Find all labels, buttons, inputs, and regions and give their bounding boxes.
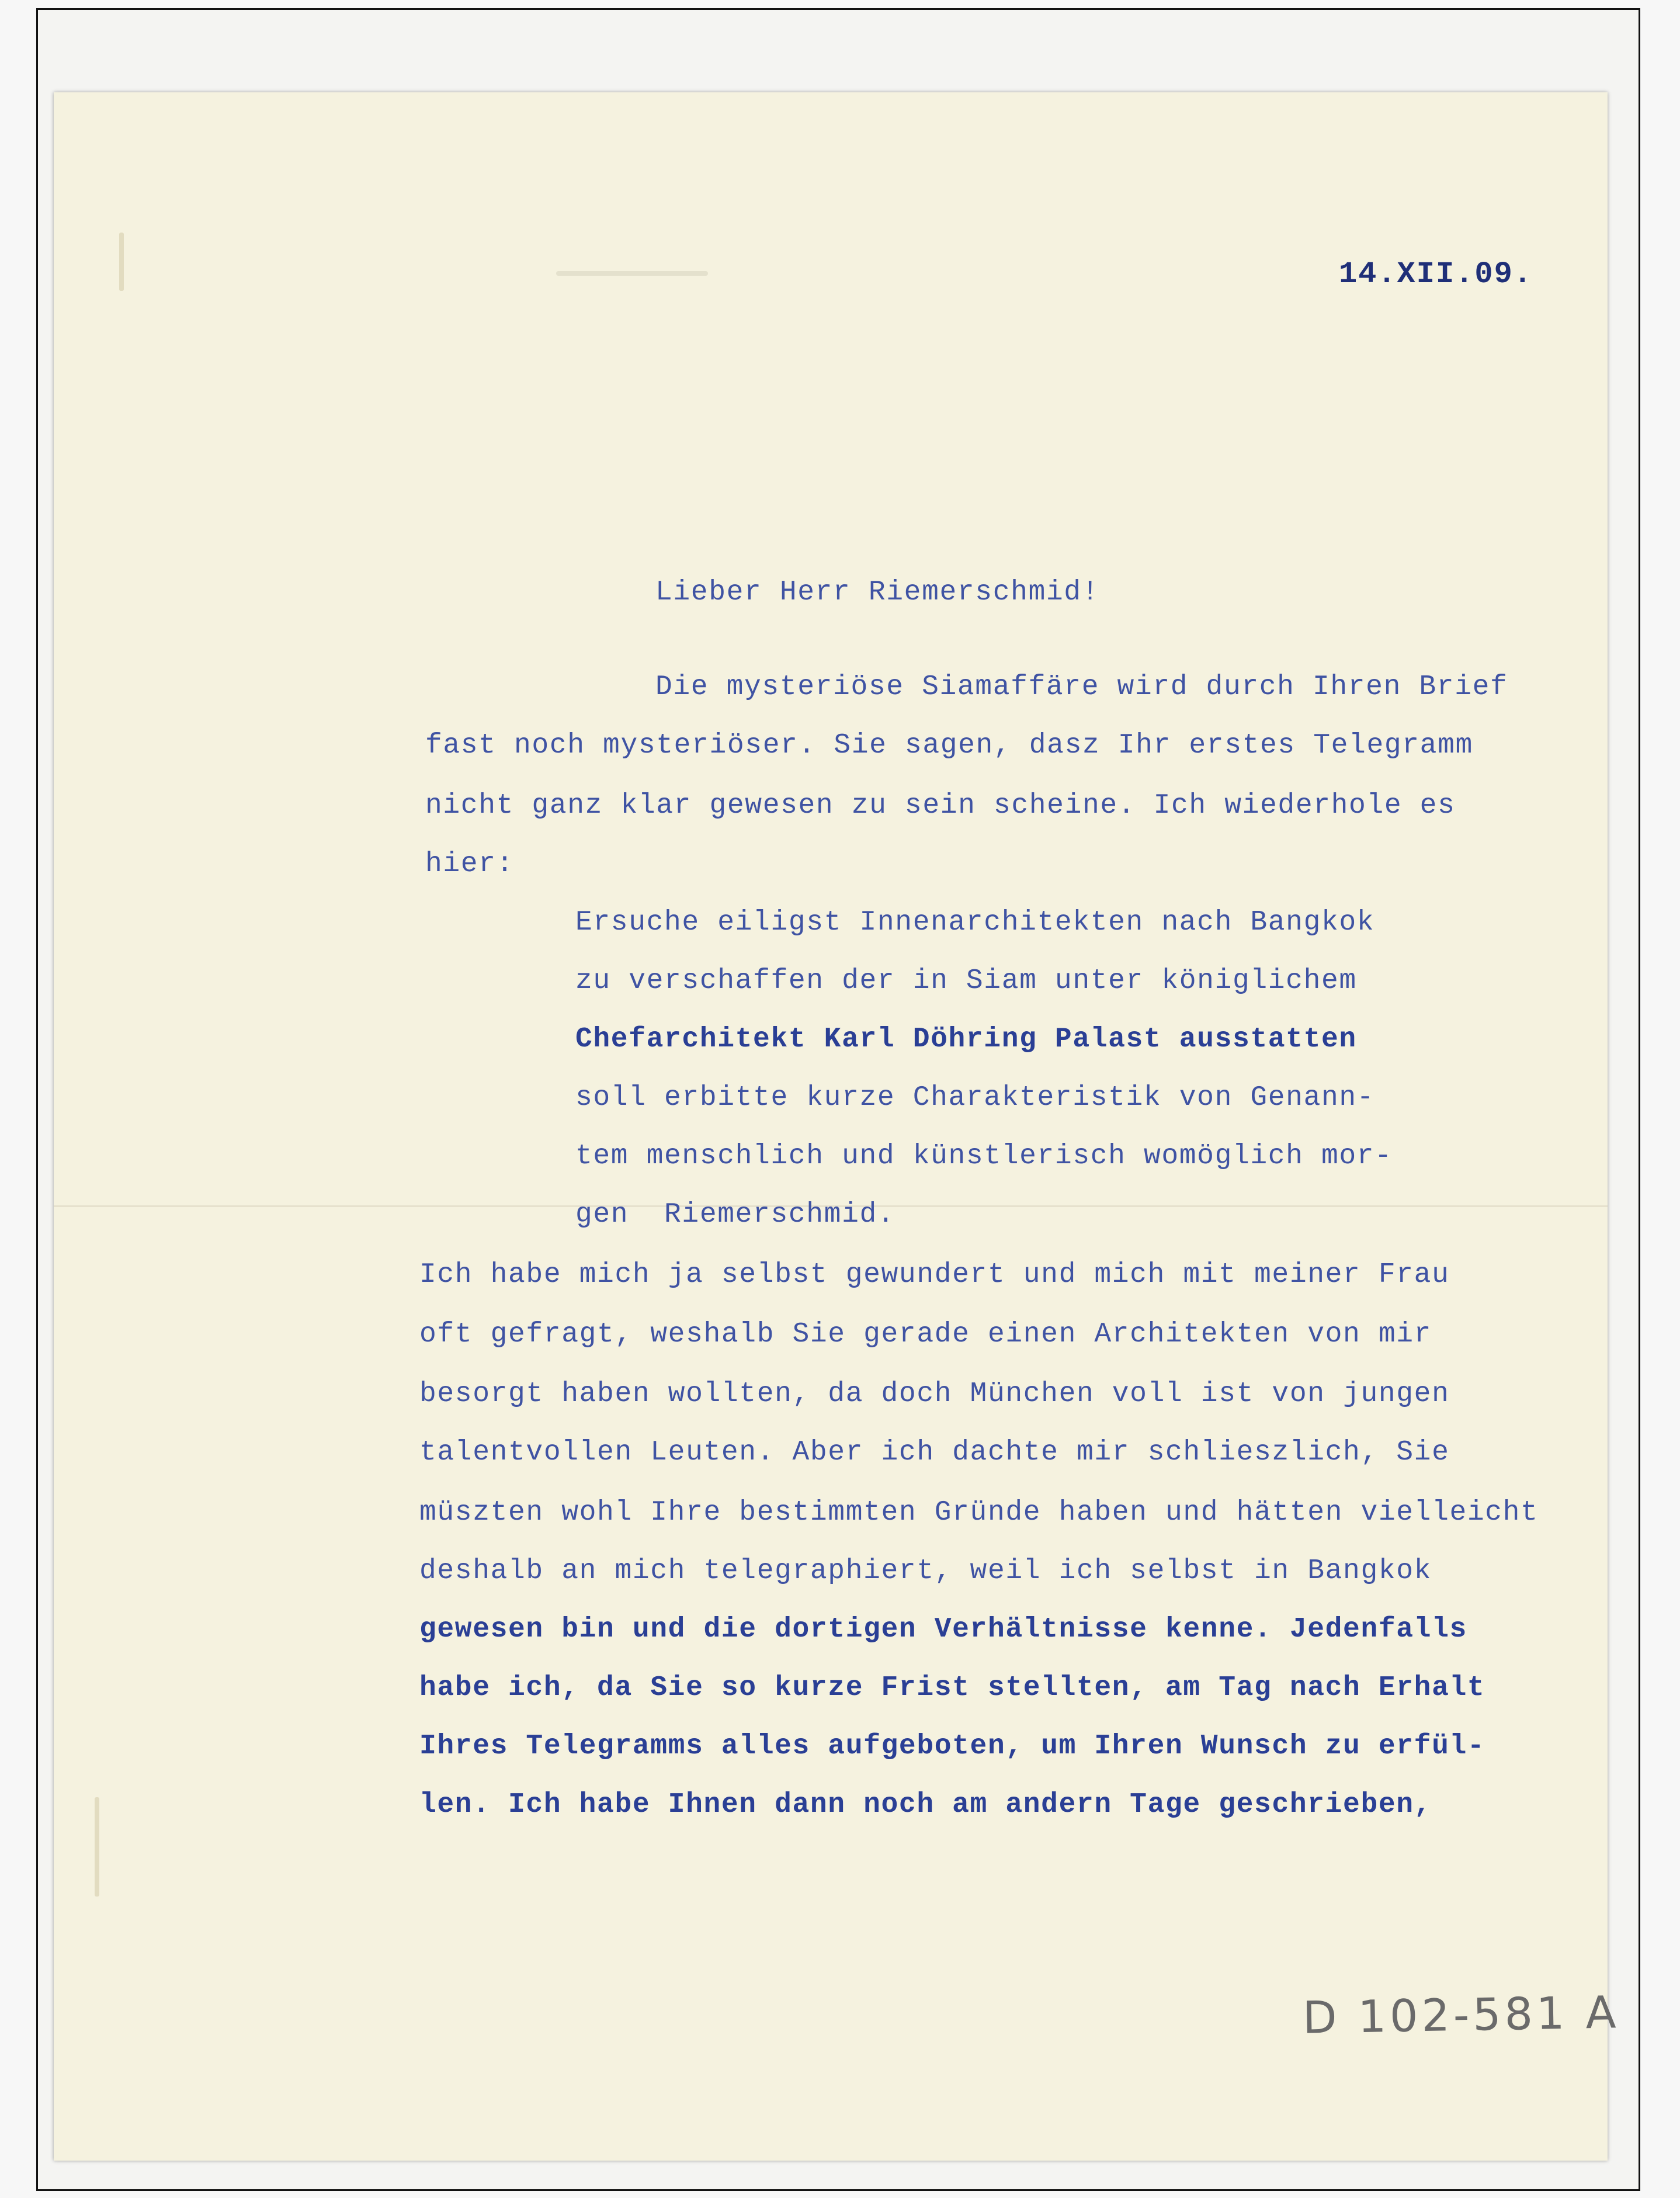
text-line: gewesen bin und die dortigen Verhältnisse kenne. Jedenfalls	[419, 1614, 1467, 1645]
text-line: oft gefragt, weshalb Sie gerade einen Architekten von mir	[419, 1319, 1432, 1350]
text-line: soll erbitte kurze Charakteristik von Genann-	[575, 1082, 1375, 1114]
text-line: Ihres Telegramms alles aufgeboten, um Ihren Wunsch zu erfül-	[419, 1731, 1485, 1762]
faint-offset-text	[556, 271, 708, 276]
text-line: gen Riemerschmid.	[575, 1199, 895, 1230]
text-line: nicht ganz klar gewesen zu sein scheine. Ich wiederhole es	[425, 790, 1456, 821]
punch-hole-top	[119, 233, 124, 291]
salutation: Lieber Herr Riemerschmid!	[655, 577, 1100, 608]
punch-hole-bottom	[95, 1797, 99, 1897]
text-line: Ersuche eiligst Innenarchitekten nach Bangkok	[575, 907, 1375, 938]
text-line: Die mysteriöse Siamaffäre wird durch Ihren Brief	[655, 671, 1508, 703]
text-line: tem menschlich und künstlerisch womöglich mor-	[575, 1140, 1393, 1172]
text-line: len. Ich habe Ihnen dann noch am andern Tage geschrieben,	[419, 1789, 1432, 1821]
text-line: talentvollen Leuten. Aber ich dachte mir schlieszlich, Sie	[419, 1437, 1450, 1468]
letter-page	[54, 92, 1608, 2161]
letter-date: 14.XII.09.	[1338, 257, 1533, 292]
text-line: besorgt haben wollten, da doch München voll ist von jungen	[419, 1378, 1450, 1410]
text-line: Ich habe mich ja selbst gewundert und mich mit meiner Frau	[419, 1259, 1450, 1291]
text-line: hier:	[425, 848, 515, 880]
archive-signature-mark: D 102-581 A	[1302, 1986, 1620, 2044]
text-line: zu verschaffen der in Siam unter königlichem	[575, 965, 1357, 997]
text-line: fast noch mysteriöser. Sie sagen, dasz Ihr erstes Telegramm	[425, 730, 1473, 761]
text-line: müszten wohl Ihre bestimmten Gründe haben und hätten vielleicht	[419, 1497, 1539, 1528]
text-line: habe ich, da Sie so kurze Frist stellten, am Tag nach Erhalt	[419, 1672, 1485, 1704]
text-line: deshalb an mich telegraphiert, weil ich selbst in Bangkok	[419, 1555, 1432, 1587]
text-line: Chefarchitekt Karl Döhring Palast ausstatten	[575, 1024, 1357, 1055]
